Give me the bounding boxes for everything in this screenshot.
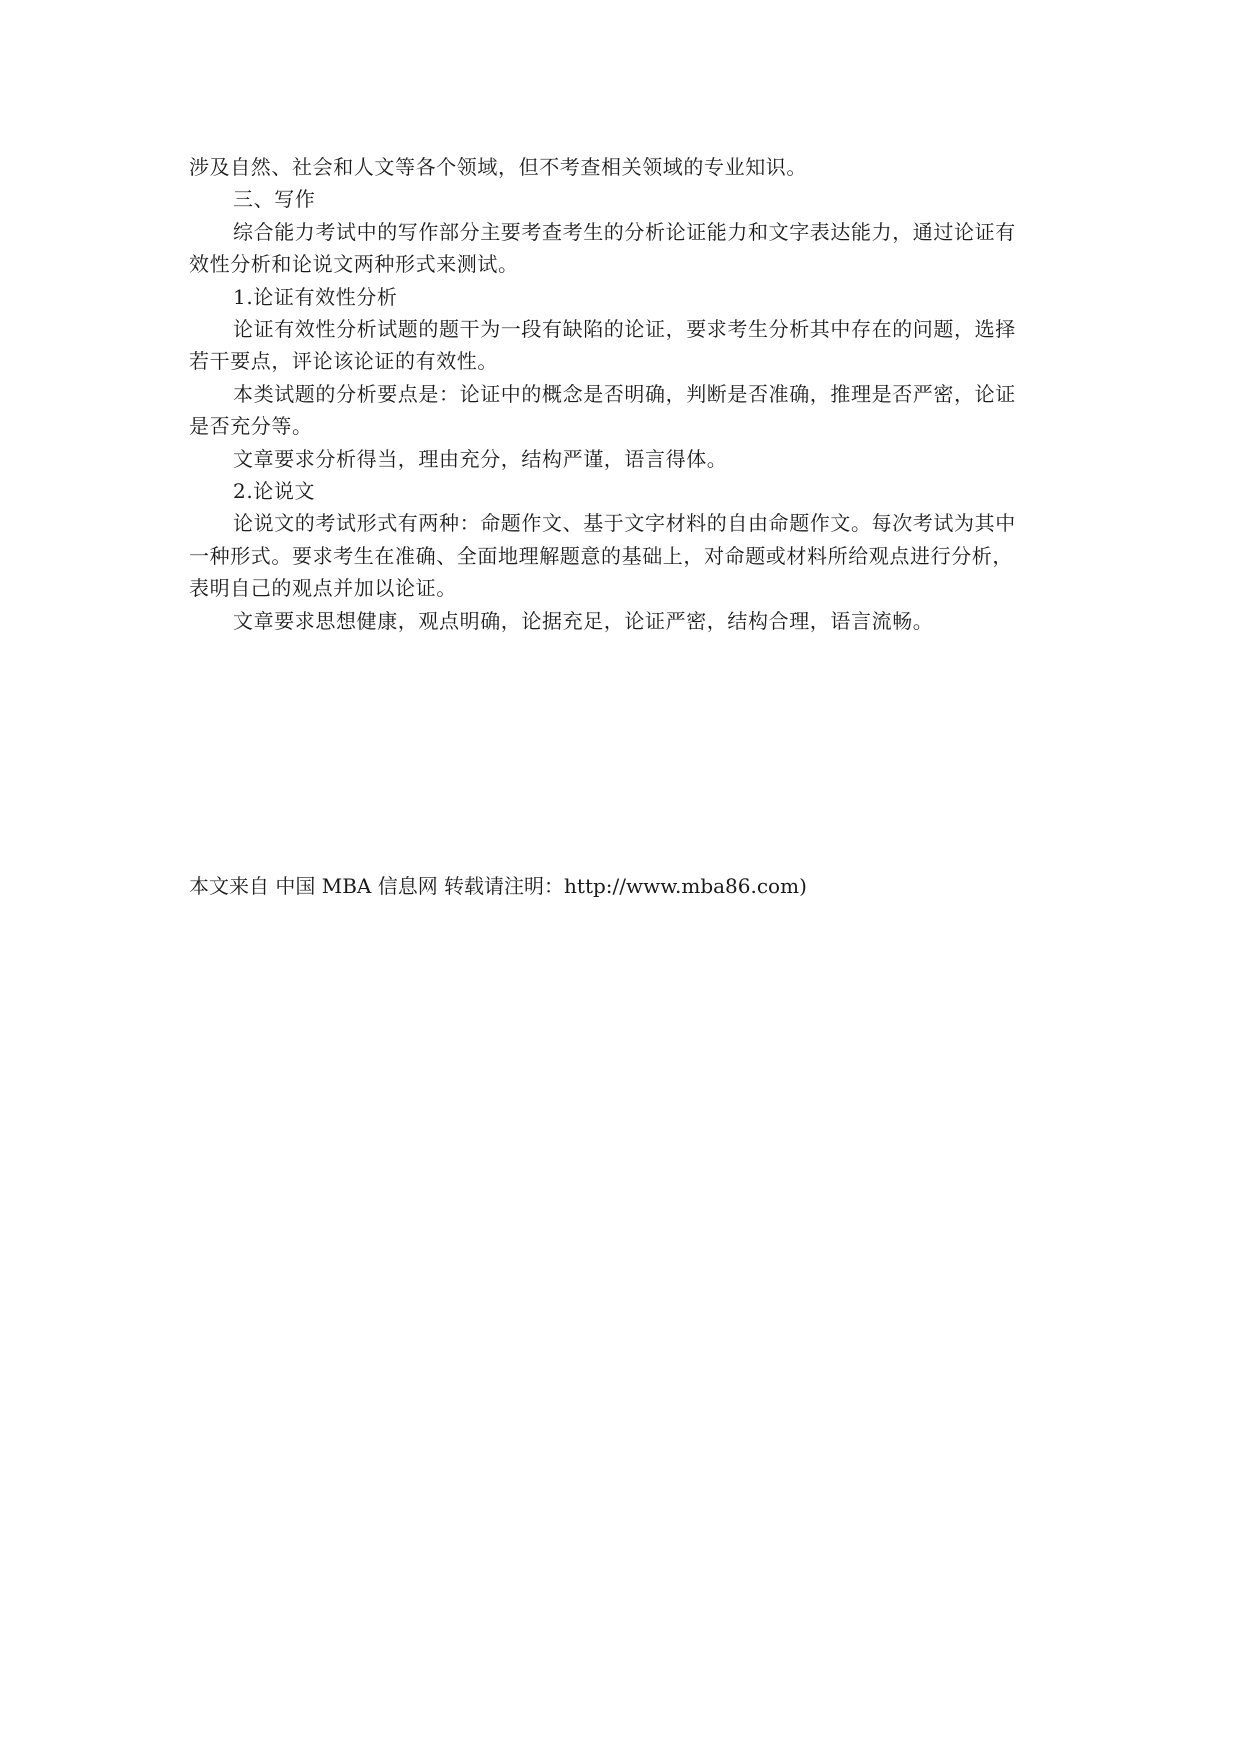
paragraph-line: 论说文的考试形式有两种：命题作文、基于文字材料的自由命题作文。每次考试为其中 [233,511,1016,536]
paragraph-line: 效性分析和论说文两种形式来测试。 [189,252,519,277]
paragraph-line: 文章要求分析得当，理由充分，结构严谨，语言得体。 [233,446,728,471]
paragraph-line: 文章要求思想健康，观点明确，论据充足，论证严密，结构合理，语言流畅。 [233,608,934,633]
section-heading-writing: 三、写作 [233,187,316,212]
paragraph-line: 若干要点，评论该论证的有效性。 [189,349,498,374]
paragraph-line: 论证有效性分析试题的题干为一段有缺陷的论证，要求考生分析其中存在的问题，选择 [233,317,1016,342]
source-note: 本文来自 中国 MBA 信息网 转载请注明：http://www.mba86.com) [189,874,807,898]
paragraph-line: 综合能力考试中的写作部分主要考查考生的分析论证能力和文字表达能力，通过论证有 [233,219,1016,244]
document-body [189,151,1059,637]
paragraph-line: 是否充分等。 [189,414,313,439]
paragraph-line: 本类试题的分析要点是：论证中的概念是否明确，判断是否准确，推理是否严密，论证 [233,381,1016,406]
subsection-heading-essay: 2.论说文 [233,479,316,504]
paragraph-line: 表明自己的观点并加以论证。 [189,576,457,601]
paragraph-line: 涉及自然、社会和人文等各个领域，但不考查相关领域的专业知识。 [189,155,807,179]
paragraph-line: 一种形式。要求考生在准确、全面地理解题意的基础上，对命题或材料所给观点进行分析， [189,543,1013,568]
subsection-heading-argument-analysis: 1.论证有效性分析 [233,284,398,309]
